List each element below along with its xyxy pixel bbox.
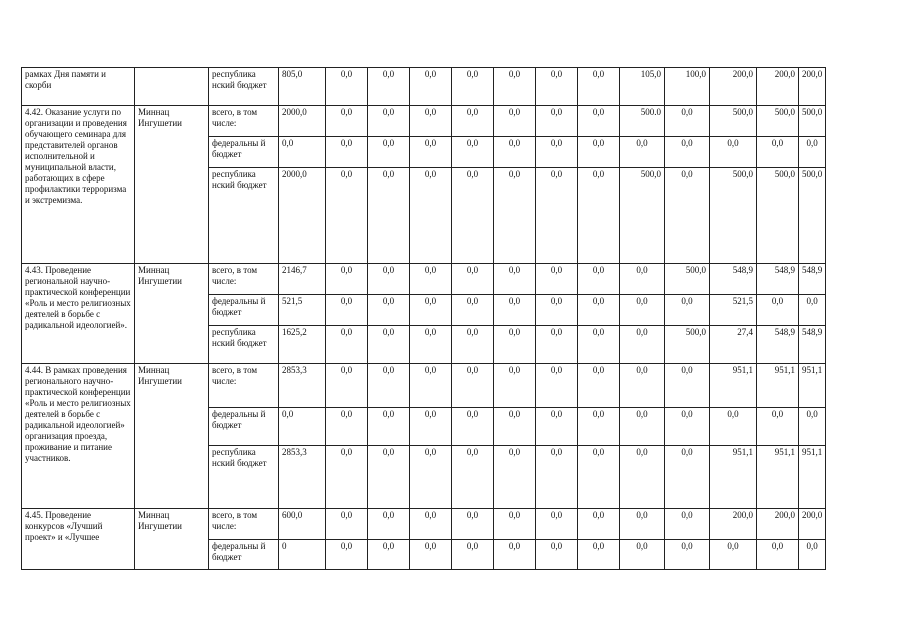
amount-cell: 0,0	[665, 446, 710, 509]
amount-cell: 0,0	[452, 509, 494, 540]
amount-cell: 0,0	[410, 168, 452, 264]
amount-cell: 0,0	[368, 408, 410, 446]
amount-cell: 200,0	[757, 68, 799, 106]
amount-cell: 0,0	[757, 137, 799, 168]
funding-source-cell: федеральны й бюджет	[209, 540, 279, 570]
amount-cell: 548,9	[799, 264, 826, 295]
amount-cell: 0,0	[665, 168, 710, 264]
total-amount-cell: 0	[279, 540, 326, 570]
amount-cell: 0,0	[410, 326, 452, 364]
amount-cell: 0,0	[410, 68, 452, 106]
amount-cell: 500,0	[799, 168, 826, 264]
amount-cell: 548,9	[757, 264, 799, 295]
amount-cell: 0,0	[578, 408, 620, 446]
amount-cell: 0,0	[368, 446, 410, 509]
amount-cell: 0,0	[326, 264, 368, 295]
amount-cell: 0,0	[578, 264, 620, 295]
amount-cell: 951,1	[799, 446, 826, 509]
funding-source-cell: республика нский бюджет	[209, 168, 279, 264]
amount-cell: 200,0	[799, 68, 826, 106]
amount-cell: 0,0	[799, 137, 826, 168]
amount-cell: 951,1	[710, 364, 757, 408]
amount-cell: 0,0	[410, 295, 452, 326]
amount-cell: 0,0	[536, 509, 578, 540]
amount-cell: 500,0	[620, 168, 665, 264]
table-row	[22, 364, 826, 408]
amount-cell: 0,0	[368, 137, 410, 168]
amount-cell: 0,0	[410, 446, 452, 509]
total-amount-cell: 0,0	[279, 408, 326, 446]
amount-cell: 548,9	[799, 326, 826, 364]
total-amount-cell: 2853,3	[279, 446, 326, 509]
amount-cell: 0,0	[757, 540, 799, 570]
amount-cell: 0,0	[452, 326, 494, 364]
activity-name-cell: 4.42. Оказание услуги по организации и проведения обучающего семинара для представителей органов исполнительной и муниципальной власти, работающих в сфере профилактики терроризма и экстремизма.	[22, 106, 135, 264]
amount-cell: 521,5	[710, 295, 757, 326]
amount-cell: 0,0	[410, 364, 452, 408]
amount-cell: 0,0	[452, 446, 494, 509]
amount-cell: 0,0	[494, 509, 536, 540]
amount-cell: 200,0	[757, 509, 799, 540]
amount-cell: 0,0	[536, 326, 578, 364]
executor-cell	[135, 68, 209, 106]
amount-cell: 951,1	[757, 364, 799, 408]
amount-cell: 0,0	[799, 295, 826, 326]
activity-name-cell: рамках Дня памяти и скорби	[22, 68, 135, 106]
amount-cell: 0,0	[536, 68, 578, 106]
amount-cell: 0,0	[536, 540, 578, 570]
amount-cell: 0,0	[620, 295, 665, 326]
activity-name-cell: 4.44. В рамках проведения регионального научно-практической конференции «Роль и место религиозных деятелей в борьбе с радикальной идеологией» организация проезда, проживание и питание участников.	[22, 364, 135, 509]
executor-cell: Миннац Ингушетии	[135, 264, 209, 364]
amount-cell: 0,0	[536, 364, 578, 408]
total-amount-cell: 1625,2	[279, 326, 326, 364]
amount-cell: 500,0	[757, 106, 799, 137]
amount-cell: 0,0	[368, 106, 410, 137]
amount-cell: 0,0	[578, 295, 620, 326]
budget-table	[21, 67, 826, 570]
amount-cell: 0,0	[665, 106, 710, 137]
amount-cell: 0,0	[620, 446, 665, 509]
amount-cell: 0,0	[620, 364, 665, 408]
amount-cell: 0,0	[578, 326, 620, 364]
amount-cell: 0,0	[326, 295, 368, 326]
amount-cell: 200,0	[710, 68, 757, 106]
amount-cell: 0,0	[757, 408, 799, 446]
amount-cell: 0,0	[494, 326, 536, 364]
amount-cell: 0,0	[665, 408, 710, 446]
amount-cell: 0,0	[578, 446, 620, 509]
total-amount-cell: 2000,0	[279, 106, 326, 137]
amount-cell: 0,0	[494, 540, 536, 570]
amount-cell: 0,0	[710, 408, 757, 446]
total-amount-cell: 2000,0	[279, 168, 326, 264]
amount-cell: 0,0	[326, 326, 368, 364]
amount-cell: 0,0	[494, 408, 536, 446]
amount-cell: 0,0	[578, 168, 620, 264]
amount-cell: 0,0	[326, 408, 368, 446]
amount-cell: 0,0	[536, 264, 578, 295]
amount-cell: 0,0	[368, 326, 410, 364]
funding-source-cell: республика нский бюджет	[209, 446, 279, 509]
table-row	[22, 509, 826, 540]
amount-cell: 0,0	[410, 106, 452, 137]
amount-cell: 0,0	[368, 168, 410, 264]
amount-cell: 0,0	[536, 446, 578, 509]
amount-cell: 200,0	[710, 509, 757, 540]
total-amount-cell: 521,5	[279, 295, 326, 326]
amount-cell: 27,4	[710, 326, 757, 364]
total-amount-cell: 2146,7	[279, 264, 326, 295]
amount-cell: 500,0	[665, 326, 710, 364]
amount-cell: 0,0	[326, 168, 368, 264]
amount-cell: 500,0	[799, 106, 826, 137]
executor-cell: Миннац Ингушетии	[135, 364, 209, 509]
total-amount-cell: 600,0	[279, 509, 326, 540]
amount-cell: 0,0	[620, 326, 665, 364]
amount-cell: 0,0	[452, 137, 494, 168]
amount-cell: 0,0	[368, 68, 410, 106]
funding-source-cell: всего, в том числе:	[209, 364, 279, 408]
amount-cell: 0,0	[757, 295, 799, 326]
total-amount-cell: 0,0	[279, 137, 326, 168]
activity-name-cell: 4.43. Проведение региональной научно-практической конференции «Роль и место религиозных деятелей в борьбе с радикальной идеологией».	[22, 264, 135, 364]
amount-cell: 0,0	[494, 364, 536, 408]
funding-source-cell: всего, в том числе:	[209, 264, 279, 295]
amount-cell: 200,0	[799, 509, 826, 540]
amount-cell: 500,0	[757, 168, 799, 264]
amount-cell: 548,9	[710, 264, 757, 295]
amount-cell: 0,0	[452, 168, 494, 264]
amount-cell: 0,0	[536, 408, 578, 446]
amount-cell: 0,0	[326, 364, 368, 408]
amount-cell: 0,0	[578, 364, 620, 408]
amount-cell: 0,0	[410, 408, 452, 446]
amount-cell: 0,0	[620, 137, 665, 168]
amount-cell: 0,0	[620, 509, 665, 540]
amount-cell: 0,0	[410, 264, 452, 295]
amount-cell: 500,0	[710, 106, 757, 137]
amount-cell: 0,0	[452, 264, 494, 295]
amount-cell: 0,0	[578, 68, 620, 106]
amount-cell: 0,0	[494, 68, 536, 106]
amount-cell: 0,0	[494, 264, 536, 295]
funding-source-cell: всего, в том числе:	[209, 509, 279, 540]
amount-cell: 0,0	[326, 509, 368, 540]
amount-cell: 0,0	[368, 295, 410, 326]
amount-cell: 0,0	[452, 408, 494, 446]
amount-cell: 0,0	[536, 168, 578, 264]
amount-cell: 0,0	[665, 137, 710, 168]
amount-cell: 0,0	[326, 446, 368, 509]
amount-cell: 0,0	[452, 106, 494, 137]
amount-cell: 0,0	[326, 68, 368, 106]
amount-cell: 0,0	[452, 540, 494, 570]
amount-cell: 500,0	[710, 168, 757, 264]
amount-cell: 0,0	[620, 408, 665, 446]
amount-cell: 0,0	[452, 295, 494, 326]
total-amount-cell: 805,0	[279, 68, 326, 106]
amount-cell: 105,0	[620, 68, 665, 106]
funding-source-cell: республика нский бюджет	[209, 68, 279, 106]
amount-cell: 0,0	[368, 540, 410, 570]
amount-cell: 0,0	[326, 540, 368, 570]
amount-cell: 0,0	[799, 540, 826, 570]
amount-cell: 100,0	[665, 68, 710, 106]
amount-cell: 0,0	[410, 540, 452, 570]
amount-cell: 0,0	[494, 106, 536, 137]
funding-source-cell: федеральны й бюджет	[209, 408, 279, 446]
amount-cell: 0,0	[536, 295, 578, 326]
amount-cell: 0,0	[410, 509, 452, 540]
funding-source-cell: республика нский бюджет	[209, 326, 279, 364]
amount-cell: 0,0	[578, 540, 620, 570]
amount-cell: 0,0	[578, 106, 620, 137]
table-row	[22, 68, 826, 106]
amount-cell: 0,0	[665, 364, 710, 408]
amount-cell: 0,0	[536, 137, 578, 168]
amount-cell: 0,0	[452, 68, 494, 106]
amount-cell: 0,0	[368, 264, 410, 295]
amount-cell: 0,0	[578, 137, 620, 168]
funding-source-cell: федеральны й бюджет	[209, 137, 279, 168]
executor-cell: Миннац Ингушетии	[135, 509, 209, 570]
funding-source-cell: всего, в том числе:	[209, 106, 279, 137]
amount-cell: 0,0	[494, 168, 536, 264]
amount-cell: 0,0	[665, 540, 710, 570]
amount-cell: 0,0	[665, 509, 710, 540]
amount-cell: 0,0	[578, 509, 620, 540]
amount-cell: 0,0	[368, 364, 410, 408]
amount-cell: 951,1	[710, 446, 757, 509]
amount-cell: 951,1	[757, 446, 799, 509]
amount-cell: 0,0	[620, 540, 665, 570]
amount-cell: 0,0	[410, 137, 452, 168]
table-row	[22, 264, 826, 295]
amount-cell: 0,0	[452, 364, 494, 408]
activity-name-cell: 4.45. Проведение конкурсов «Лучший проект» и «Лучшее	[22, 509, 135, 570]
amount-cell: 0,0	[326, 106, 368, 137]
amount-cell: 0,0	[710, 137, 757, 168]
amount-cell: 0,0	[710, 540, 757, 570]
amount-cell: 0,0	[665, 295, 710, 326]
table-body	[22, 68, 826, 570]
amount-cell: 0,0	[494, 137, 536, 168]
executor-cell: Миннац Ингушетии	[135, 106, 209, 264]
amount-cell: 500,0	[665, 264, 710, 295]
amount-cell: 0,0	[368, 509, 410, 540]
amount-cell: 951,1	[799, 364, 826, 408]
amount-cell: 0,0	[494, 446, 536, 509]
amount-cell: 0,0	[326, 137, 368, 168]
funding-source-cell: федеральны й бюджет	[209, 295, 279, 326]
total-amount-cell: 2853,3	[279, 364, 326, 408]
amount-cell: 0,0	[536, 106, 578, 137]
amount-cell: 548,9	[757, 326, 799, 364]
table-row	[22, 106, 826, 137]
amount-cell: 0,0	[494, 295, 536, 326]
amount-cell: 0,0	[799, 408, 826, 446]
amount-cell: 0,0	[620, 264, 665, 295]
amount-cell: 500.0	[620, 106, 665, 137]
